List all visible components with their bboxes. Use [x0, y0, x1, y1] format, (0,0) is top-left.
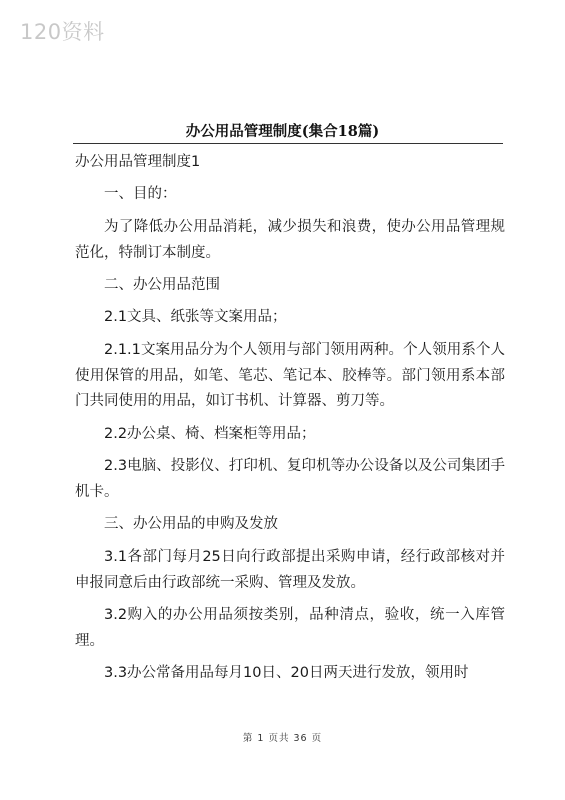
- paragraph: 2.2办公桌、椅、档案柜等用品；: [104, 425, 316, 442]
- paragraph: 3.1各部门每月25日向行政部提出采购申请，经行政部核对并申报同意后由行政部统一采购、管理及发放。: [75, 548, 505, 591]
- paragraph: 二、办公用品范围: [104, 276, 220, 293]
- document-body: [75, 150, 505, 693]
- paragraph: 2.3电脑、投影仪、打印机、复印机等办公设备以及公司集团手机卡。: [75, 458, 505, 500]
- page-number: 第 1 页共 36 页: [242, 733, 323, 744]
- paragraph: 三、办公用品的申购及发放: [104, 516, 278, 533]
- title-divider: [73, 143, 503, 144]
- document-title: 办公用品管理制度(集合18篇): [185, 123, 380, 140]
- paragraph: 3.3办公常备用品每月10日、20日两天进行发放，领用时: [104, 665, 469, 682]
- paragraph: 2.1.1文案用品分为个人领用与部门领用两种。个人领用系个人使用保管的用品，如笔、笔芯、笔记本、胶棒等。部门领用系本部门共同使用的用品，如订书机、计算器、剪刀等。: [75, 341, 505, 410]
- paragraph: 为了降低办公用品消耗，减少损失和浪费，使办公用品管理规范化，特制订本制度。: [75, 218, 505, 261]
- paragraph: 2.1文具、纸张等文案用品；: [104, 309, 287, 326]
- watermark-logo: 120资料: [20, 20, 105, 44]
- paragraph: 3.2购入的办公用品须按类别，品种清点，验收，统一入库管理。: [75, 606, 505, 649]
- section-heading: 办公用品管理制度1: [75, 154, 201, 170]
- paragraph: 一、目的：: [104, 186, 177, 203]
